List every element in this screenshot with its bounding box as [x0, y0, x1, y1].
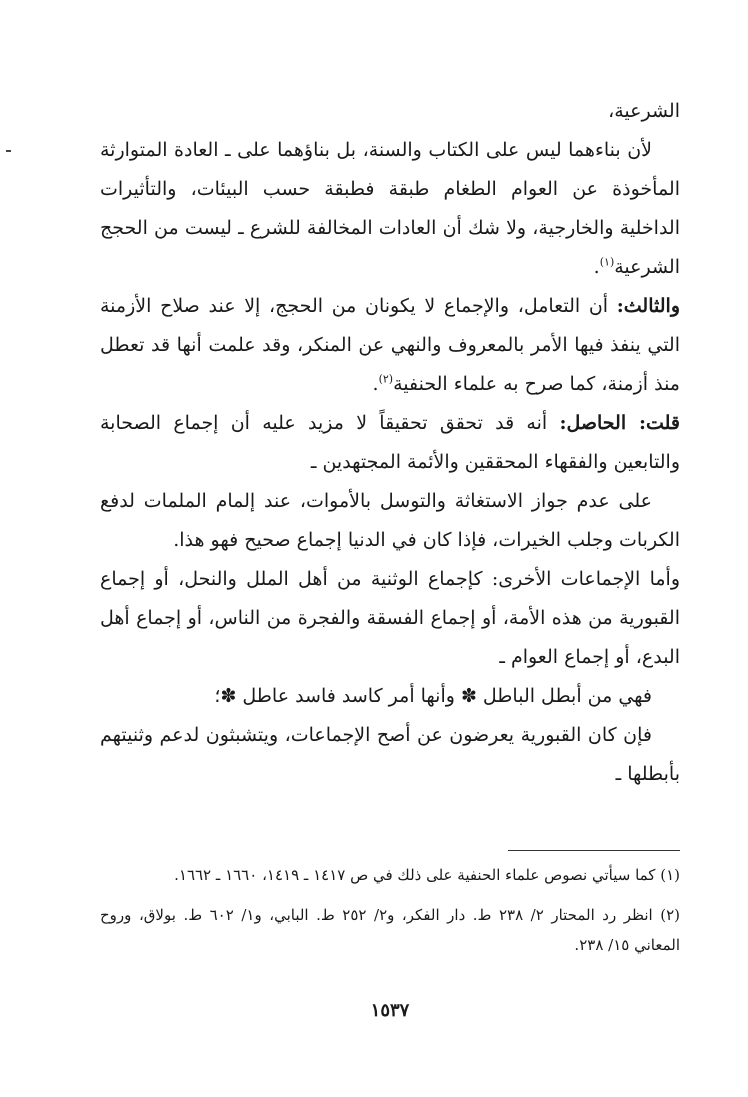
- paragraph-2: [100, 131, 680, 287]
- footnote-ref-1[interactable]: (١): [599, 255, 615, 269]
- paragraph-7-text: فهي من أبطل الباطل ✽ وأنها أمر كاسد فاسد عاطل ✽؛: [214, 685, 652, 707]
- footnote-1: (١) كما سيأتي نصوص علماء الحنفية على ذلك في ص ١٤١٧ ـ ١٤١٩، ١٦٦٠ ـ ١٦٦٢.: [174, 866, 680, 884]
- page-content: [100, 92, 680, 1032]
- paragraph-1: [100, 92, 680, 131]
- paragraph-6-text: وأما الإجماعات الأخرى: كإجماع الوثنية من أهل الملل والنحل، أو إجماع القبورية من هذه الأمة، أو إجماع الفسقة والفجرة من الناس، أو إجماع أهل البدع، أو إجماع العوام ـ: [100, 568, 680, 668]
- paragraph-4: [100, 404, 680, 482]
- footnote-ref-2[interactable]: (٢): [378, 372, 394, 386]
- paragraph-8-text: فإن كان القبورية يعرضون عن أصح الإجماعات، ويتشبثون لدعم وثنيتهم بأبطلها ـ: [100, 724, 680, 785]
- footnote-2: (٢) انظر رد المحتار ٢/ ٢٣٨ ط. دار الفكر، و٢/ ٢٥٢ ط. البابي، و١/ ٦٠٢ ط. بولاق، وروح المعاني ١٥/ ٢٣٨.: [100, 906, 680, 954]
- paragraph-3-term: والثالث:: [616, 295, 680, 317]
- footnotes: [100, 860, 680, 970]
- paragraph-2-end: .: [593, 256, 600, 278]
- paragraph-7: [100, 677, 680, 716]
- paragraph-2-text: لأن بناءهما ليس على الكتاب والسنة، بل بناؤهما على ـ العادة المتوارثة المأخوذة عن العوام الطغام طبقة فطبقة حسب البيئات، والتأثيرات الداخلية والخارجية، ولا شك أن العادات المخالفة للشرع ـ ليست من الحجج الشرعية: [100, 139, 680, 278]
- paragraph-5-text: على عدم جواز الاستغاثة والتوسل بالأموات، عند إلمام الملمات لدفع الكربات وجلب الخيرات، فإذا كان في الدنيا إجماع صحيح فهو هذا.: [100, 490, 680, 551]
- paragraph-3-end: .: [372, 373, 379, 395]
- paragraph-3: [100, 287, 680, 404]
- body-text: [100, 92, 680, 794]
- paragraph-8: [100, 716, 680, 794]
- paragraph-1-text: الشرعية،: [608, 100, 680, 122]
- paragraph-4-term: قلت: الحاصل:: [559, 412, 680, 434]
- paragraph-6: [100, 560, 680, 677]
- paragraph-5: [100, 482, 680, 560]
- paragraph-3-text: أن التعامل، والإجماع لا يكونان من الحجج، إلا عند صلاح الأزمنة التي ينفذ فيها الأمر بالمعروف والنهي عن المنكر، وقد علمت أنها قد تعطل منذ أزمنة، كما صرح به علماء الحنفية: [100, 295, 680, 395]
- margin-mark: [6, 150, 11, 152]
- paragraph-4-text: أنه قد تحقق تحقيقاً لا مزيد عليه أن إجماع الصحابة والتابعين والفقهاء المحققين والأئمة المجتهدين ـ: [100, 412, 680, 473]
- footnote-separator: [508, 850, 680, 851]
- page-number: ١٥٣٧: [370, 1000, 410, 1021]
